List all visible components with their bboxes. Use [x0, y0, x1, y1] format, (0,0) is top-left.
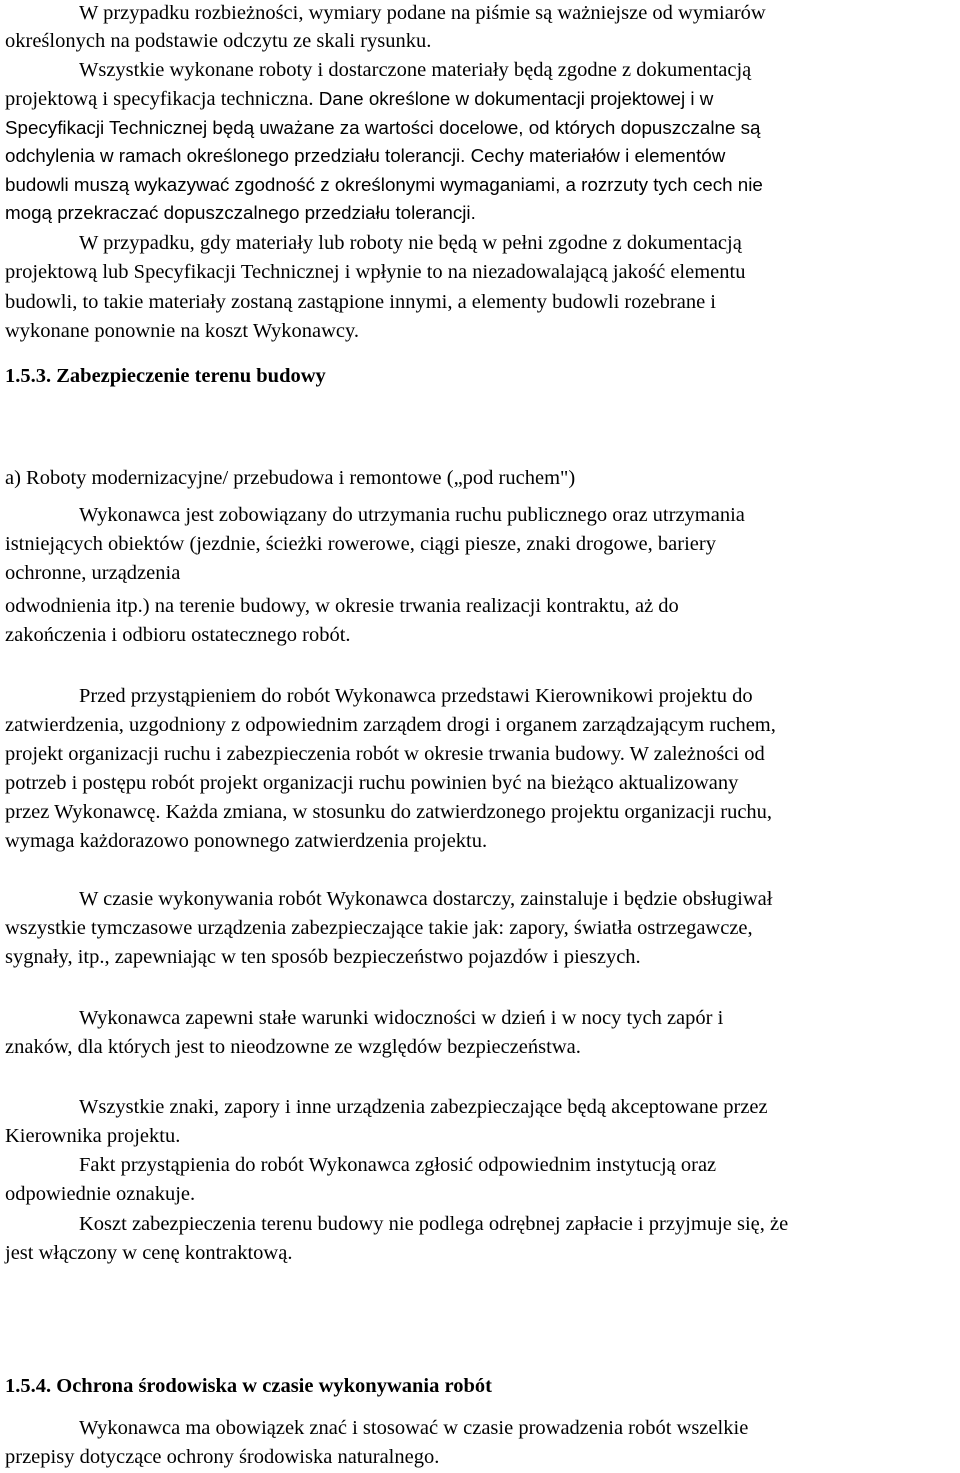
text-line: jest włączony w cenę kontraktową. — [5, 1242, 293, 1264]
text-line: Wykonawca ma obowiązek znać i stosować w czasie prowadzenia robót wszelkie — [79, 1417, 749, 1439]
subheading: a) Roboty modernizacyjne/ przebudowa i remontowe („pod ruchem") — [5, 467, 576, 489]
text-line: określonych na podstawie odczytu ze skali rysunku. — [5, 30, 432, 52]
text-line: odwodnienia itp.) na terenie budowy, w okresie trwania realizacji kontraktu, aż do — [5, 595, 679, 617]
text-line: odpowiednie oznakuje. — [5, 1183, 196, 1205]
text-line: zakończenia i odbioru ostatecznego robót. — [5, 624, 351, 646]
text-line: Przed przystąpieniem do robót Wykonawca przedstawi Kierownikowi projektu do — [79, 685, 753, 707]
text-line: Wykonawca jest zobowiązany do utrzymania ruchu publicznego oraz utrzymania — [79, 504, 745, 526]
text-line: mogą przekraczać dopuszczalnego przedziału tolerancji. — [5, 202, 476, 223]
text-line: potrzeb i postępu robót projekt organizacji ruchu powinien być na bieżąco aktualizowany — [5, 772, 739, 794]
section-heading: 1.5.3. Zabezpieczenie terenu budowy — [5, 365, 326, 387]
text-line: projektową lub Specyfikacji Technicznej i wpłynie to na niezadowalającą jakość elementu — [5, 261, 746, 283]
text-line: odchylenia w ramach określonego przedziału tolerancji. Cechy materiałów i elementów — [5, 145, 726, 166]
text-line: projekt organizacji ruchu i zabezpieczenia robót w okresie trwania budowy. W zależności od — [5, 743, 765, 765]
text-line: Fakt przystąpienia do robót Wykonawca zgłosić odpowiednim instytucją oraz — [79, 1154, 717, 1176]
text-line: wykonane ponownie na koszt Wykonawcy. — [5, 320, 360, 342]
text-line: wszystkie tymczasowe urządzenia zabezpieczające takie jak: zapory, światła ostrzegawcze, — [5, 917, 753, 939]
text-line: Koszt zabezpieczenia terenu budowy nie podlega odrębnej zapłacie i przyjmuje się, że — [79, 1213, 789, 1235]
text-line: Specyfikacji Technicznej będą uważane za wartości docelowe, od których dopuszczalne są — [5, 117, 761, 138]
text-span: Dane określone w dokumentacji projektowej i w — [313, 88, 714, 109]
text-line: sygnały, itp., zapewniając w ten sposób bezpieczeństwo pojazdów i pieszych. — [5, 946, 641, 968]
text-line: budowli muszą wykazywać zgodność z określonymi wymaganiami, a rozrzuty tych cech nie — [5, 174, 763, 195]
text-line: znaków, dla których jest to nieodzowne ze względów bezpieczeństwa. — [5, 1036, 581, 1058]
text-line: przez Wykonawcę. Każda zmiana, w stosunku do zatwierdzonego projektu organizacji ruchu, — [5, 801, 773, 823]
section-heading: 1.5.4. Ochrona środowiska w czasie wykonywania robót — [5, 1375, 492, 1397]
text-span: projektową i specyfikacja techniczna. — [5, 88, 314, 110]
text-line: przepisy dotyczące ochrony środowiska naturalnego. — [5, 1446, 440, 1468]
text-line — [5, 84, 713, 113]
text-line: istniejących obiektów (jezdnie, ścieżki rowerowe, ciągi piesze, znaki drogowe, bariery — [5, 533, 716, 555]
text-line: ochronne, urządzenia — [5, 562, 181, 584]
text-line: W czasie wykonywania robót Wykonawca dostarczy, zainstaluje i będzie obsługiwał — [79, 888, 773, 910]
text-line: W przypadku rozbieżności, wymiary podane na piśmie są ważniejsze od wymiarów — [79, 2, 766, 24]
text-line: Wszystkie znaki, zapory i inne urządzenia zabezpieczające będą akceptowane przez — [79, 1096, 768, 1118]
text-line: zatwierdzenia, uzgodniony z odpowiednim zarządem drogi i organem zarządzającym ruchem, — [5, 714, 776, 736]
text-line: Wykonawca zapewni stałe warunki widoczności w dzień i w nocy tych zapór i — [79, 1007, 724, 1029]
text-line: budowli, to takie materiały zostaną zastąpione innymi, a elementy budowli rozebrane i — [5, 291, 717, 313]
text-line: wymaga każdorazowo ponownego zatwierdzenia projektu. — [5, 830, 488, 852]
text-line: Kierownika projektu. — [5, 1125, 181, 1147]
text-line: Wszystkie wykonane roboty i dostarczone materiały będą zgodne z dokumentacją — [79, 59, 752, 81]
text-line: W przypadku, gdy materiały lub roboty nie będą w pełni zgodne z dokumentacją — [79, 232, 742, 254]
